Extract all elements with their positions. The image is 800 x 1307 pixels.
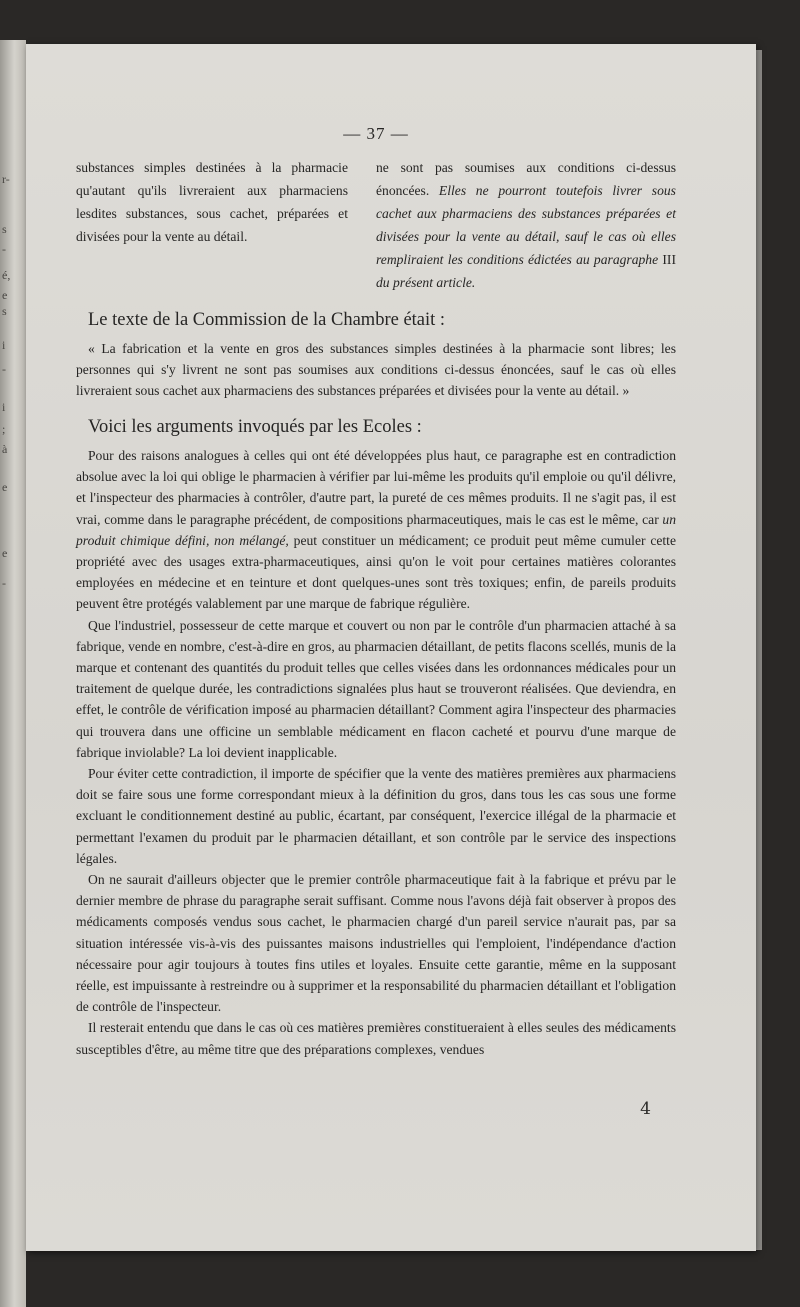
- heading-commission: Le texte de la Commission de la Chambre était :: [88, 310, 446, 330]
- signature-mark: 4: [640, 1099, 651, 1119]
- margin-fragment: -: [2, 242, 6, 256]
- margin-fragment: e: [2, 480, 8, 494]
- paragraph-1-text-a: Pour des raisons analogues à celles qui ont été développées plus haut, ce paragraphe est en contradiction absolue avec la loi qui oblige le pharmacien à vérifier par lui-même les produits qu'il emploie ou qu'il délivre, et l'inspecteur des pharmacies à contrôler, d'autre part, la pureté de ces mêmes produits. Il ne s'agit pas, il est vrai, comme dans le paragraphe précédent, de compositions pharmaceutiques, mais le cas est le même, car: [76, 448, 676, 527]
- adjacent-page-edge: [0, 40, 26, 1307]
- margin-fragment: s: [2, 222, 7, 236]
- margin-fragment: e: [2, 546, 8, 560]
- paragraph-1-italic: un produit chimique défini, non mélangé,: [76, 511, 676, 548]
- margin-fragment: s: [2, 304, 7, 318]
- margin-fragment: e: [2, 288, 8, 302]
- document-page: [26, 44, 756, 1251]
- two-column-block: [76, 156, 676, 294]
- column-right-plain: ne sont pas soumises aux conditions ci-dessus énoncées.: [376, 160, 676, 198]
- heading-arguments: Voici les arguments invoqués par les Ecoles :: [88, 417, 422, 437]
- margin-fragment: i: [2, 338, 6, 352]
- paragraph-1-text-b: peut constituer un médicament; ce produit peut même cumuler cette propriété avec des usages extra-pharmaceutiques, ainsi qu'on le voit pour certaines matières colorantes employées en médecine et en teinture et dont quelques-unes sont très toxiques; enfin, de pareils produits peuvent être protégés valablement par une marque de fabrique régulière.: [76, 532, 676, 612]
- column-left: substances simples destinées à la pharmacie qu'autant qu'ils livreraient aux pharmaciens lesdites substances, sous cachet, préparées et divisées pour la vente au détail.: [76, 160, 348, 244]
- commission-quote: « La fabrication et la vente en gros des substances simples destinées à la pharmacie sont libres; les personnes qui s'y livrent ne sont pas soumises aux conditions ci-dessus énoncées, sauf le cas où elles livreraient sous cachet aux pharmaciens des substances préparées et divisées pour la vente au détail. »: [76, 341, 676, 398]
- column-right: [376, 156, 676, 294]
- paragraph-1: [76, 445, 676, 615]
- margin-fragment: -: [2, 576, 6, 590]
- paragraph-3: Pour éviter cette contradiction, il importe de spécifier que la vente des matières premières aux pharmaciens doit se faire sous une forme correspondant mieux à la définition du gros, dans tous les cas sous une forme excluant le conditionnement destiné au public, écartant, par conséquent, l'exercice illégal de la pharmacie et permettant l'examen du produit par le pharmacien détaillant, et son contrôle par le service des inspections légales.: [76, 766, 676, 866]
- margin-fragment: à: [2, 442, 8, 456]
- margin-fragment: ;: [2, 422, 6, 436]
- column-right-italic-1: Elles ne pourront toutefois livrer sous cachet aux pharmaciens des substances préparées et divisées pour la vente au détail, sauf le cas où elles rempliraient les conditions édictées au paragraphe: [376, 183, 676, 267]
- margin-fragment: -: [2, 362, 6, 376]
- paragraph-5: Il resterait entendu que dans le cas où ces matières premières constitueraient à elles seules des médicaments susceptibles d'être, au même titre que des préparations complexes, vendues: [76, 1020, 676, 1057]
- page-number: — 37 —: [343, 124, 409, 143]
- column-right-roman: III: [662, 252, 676, 267]
- margin-fragment: r-: [2, 172, 10, 186]
- paragraph-4: On ne saurait d'ailleurs objecter que le premier contrôle pharmaceutique fait à la fabrique et prévu par le dernier membre de phrase du paragraphe serait suffisant. Comme nous l'avons déjà fait observer à propos des médicaments composés vendus sous cachet, le pharmacien chargé d'un pareil service n'aurait pas, par sa situation intéressée vis-à-vis des puissantes maisons industrielles qui l'emploient, l'indépendance d'action nécessaire pour agir toujours à toutes fins utiles et loyales. Ensuite cette garantie, même en la supposant réelle, est impuissante à restreindre ou à supprimer et la responsabilité du pharmacien détaillant et l'obligation de contrôle de l'inspecteur.: [76, 872, 676, 1015]
- margin-fragment: é,: [2, 268, 11, 282]
- margin-fragment: i: [2, 400, 6, 414]
- column-right-italic-2: du présent article.: [376, 275, 476, 290]
- page-content: [76, 124, 676, 1060]
- paragraph-2: Que l'industriel, possesseur de cette marque et couvert ou non par le contrôle d'un pharmacien attaché à sa fabrique, vende en nombre, c'est-à-dire en gros, au pharmacien détaillant, de petits flacons scellés, munis de la marque et contenant des quantités du produit telles que celles visées dans les ordonnances médicales pour un traitement de quelque durée, les contradictions signalées plus haut se trouveront réalisées. Que deviendra, en effet, le contrôle de vérification imposé au pharmacien détaillant? Comment agira l'inspecteur des pharmacies qui trouvera dans une officine un semblable médicament en flacon cacheté et pourvu d'une marque de fabrique inviolable? La loi devient inapplicable.: [76, 617, 676, 760]
